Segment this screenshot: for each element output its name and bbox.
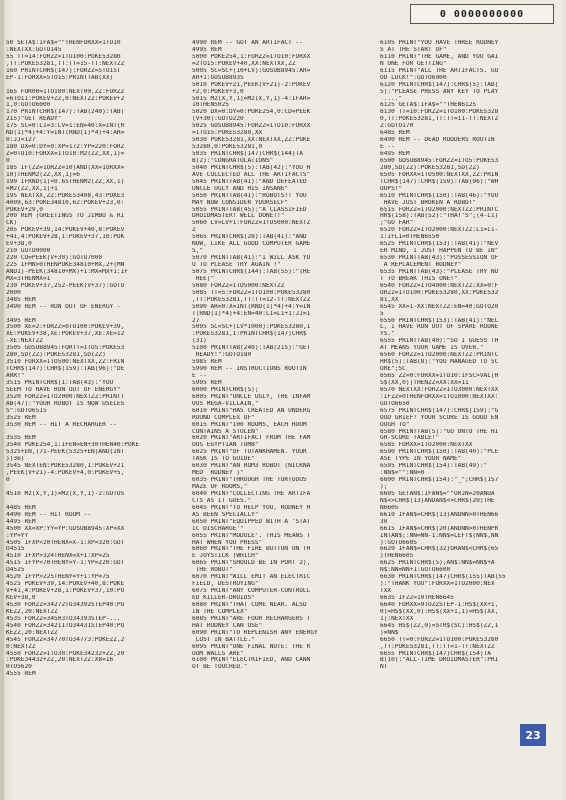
code-line: Z=0TO10:FORXX=1TO10:M2(ZZ,XX,1)= bbox=[6, 151, 125, 157]
code-line: 6505 FORXX=1TO500:NEXTXX,ZZ:PRIN bbox=[380, 171, 499, 178]
code-line: O4515 bbox=[6, 546, 25, 553]
code-line: AR+1:GOSUB8935 bbox=[192, 74, 244, 81]
code-line: 6545 XX=1-XX:NEXTZZ:EN=40:GOTO20 bbox=[380, 303, 499, 310]
code-line: +41,4:POKEV+28,1:POKEV+37,10:POK bbox=[6, 234, 125, 241]
code-line: 10)THENM2(ZZ,XX,1)=6 bbox=[6, 171, 80, 178]
code-line: E JOYSTICK (WHICH" bbox=[192, 553, 259, 560]
code-line: 4495 REM bbox=[6, 518, 36, 525]
code-line: 1:IFL1=0THEN6550 bbox=[380, 234, 440, 241]
code-line: TASK IS TO GUIDE" bbox=[192, 456, 255, 463]
code-line: NT bbox=[380, 664, 388, 671]
code-line: 4535 FORZZ=34503TO34393STEP-... bbox=[6, 615, 121, 622]
code-line: N ONE FOR GETTING" bbox=[380, 60, 447, 67]
line-counter-box bbox=[410, 4, 554, 24]
code-line: 4550 FORZZ=1TO30:POKE34232+ZZ,20 bbox=[6, 650, 125, 657]
code-line: 6130 TT=10:FORZZ=1TO100:POKE5328 bbox=[380, 109, 499, 116]
code-line: T(RND(1)*4)+4:EN=40:L1=L1+1:JJ=1 bbox=[192, 310, 311, 317]
code-line: 6605 GETAN$:IFAN$=""ORJN=20ANDA bbox=[380, 490, 495, 497]
code-line: 280,SD(ZZ):POKE53281,SD(ZZ) bbox=[6, 352, 106, 359]
code-line: S$(XX,0))THENZZ=XX:XX=11 bbox=[380, 379, 469, 386]
code-line: SEEM TO HAVE RUN OUT OF ENERGY" bbox=[6, 386, 121, 393]
code-line: 3515 PRINTCHR$(1:TAB(43):"YOU bbox=[6, 379, 114, 386]
code-line: 4485 REM bbox=[6, 504, 36, 511]
code-line: 4990 REM -- GOT AN ARTIFACT -- bbox=[192, 40, 303, 46]
code-line: 6560 FORZZ=1TO2000:NEXTZZ:PRINTC bbox=[380, 352, 499, 359]
code-line: LOST IN BATTLE." bbox=[192, 636, 255, 643]
code-line: 5030 POKE53281,XX:NEXTXX,ZZ:POKE bbox=[192, 137, 311, 144]
line-counter: 0 0000000000 bbox=[439, 8, 525, 20]
code-line: 6085 PRINT"ARE FOUR RECHARGERS T bbox=[192, 615, 311, 622]
code-line: =M2(ZZ,XX,1)+1 bbox=[6, 185, 58, 192]
code-line: CONTAINS A STOLEN" bbox=[192, 428, 259, 435]
code-line: 3505 GOSUB8945:FORTT=1TO5:POKE53 bbox=[6, 345, 125, 352]
code-line: =6TO11:POKEV+ZZ,0:NEXTZZ:POKEV+2 bbox=[6, 95, 125, 102]
code-line: 5010 POKEV+21,PEEK(V+21)-2:POKEV bbox=[192, 81, 311, 88]
code-line: 6125 GETA$:IFA$=""THEN6125 bbox=[380, 102, 477, 109]
code-line: 5325+EN,(71-PEEK(5325+EN)AND(INT bbox=[6, 449, 125, 456]
code-line: 5020 DX=0:DY=0:POKE254,0:CD=PEEK bbox=[192, 109, 311, 116]
code-line: =2TO15:POKEV+40,XX:NEXTXX,ZZ bbox=[192, 60, 296, 67]
code-line: 6535 PRINTTAB(43):"PLEASE TRY NO bbox=[380, 268, 499, 275]
code-line: 165 FOR00=1TO100:NEXT00,ZZ:FORZZ bbox=[6, 88, 125, 95]
code-line: 4500 XX=XP:YY=YP:GOSUB8945:XP=XX bbox=[6, 525, 125, 532]
code-line: 6585 FORXX=1TO2000:NEXTXX bbox=[380, 442, 473, 449]
code-line: 170 PRINTCHR$(147):TAB(240):TAB( bbox=[6, 109, 125, 116]
code-line: AND1)-PEEK(34810+MX)+1:MX=MX+1:IF bbox=[6, 268, 129, 275]
code-line: 3500 XE=2:FORZZ=0TO100:POKEV+39, bbox=[6, 324, 125, 331]
code-line: 6630 PRINTCHR$(147)CHR$(155)TAB(55 bbox=[380, 574, 506, 581]
code-line: 4505 IFXP<20THENX=X-1:XP=320:GOT bbox=[6, 539, 125, 546]
code-line: :NEXTXX:GOTO145 bbox=[6, 46, 62, 53]
code-line: O4525 bbox=[6, 567, 25, 574]
code-line: 215)"GET READY" bbox=[6, 116, 62, 123]
code-line: ASE TYPE IN YOUR NAME" bbox=[380, 456, 462, 463]
code-line: Z bbox=[192, 227, 196, 234]
code-line: 6550 PRINTCHR$(153):TAB(41):"NEL bbox=[380, 317, 499, 324]
code-line: 4490 REM -- HIT ROOM -- bbox=[6, 511, 92, 518]
code-line: 6540 FORZZ=1TO4000:NEXTZZ:XX=0:F bbox=[380, 282, 499, 289]
code-line: Z:GOTO170 bbox=[380, 123, 414, 130]
code-line: 6045 PRINT"TO HELP YOU, RODNEY H bbox=[192, 504, 311, 511]
code-line: 6050 PRINT"EQUIPPED WITH A 'STAT bbox=[192, 518, 311, 525]
code-line: 6635 IFZZ=10THEN6645 bbox=[380, 595, 454, 601]
code-line: 5090 AR=0:X=INT(RND(1)*4)+4:Y=IN bbox=[192, 303, 311, 310]
code-line: 3495 REM bbox=[6, 317, 36, 324]
code-line: 3520 FORZZ=1TO2000:NEXTZZ:PRINTT bbox=[6, 393, 125, 400]
code-line: N$:NN=NN+1:GOTO6600 bbox=[380, 567, 451, 574]
code-line: ))36) bbox=[6, 456, 25, 463]
code-line: 4540 FORZZ=34211TO34431STEP40:PO bbox=[6, 622, 125, 629]
code-line: ,PEEK(V+21)-4:POKEV+4,0:POKEV+5, bbox=[6, 470, 125, 477]
code-line: N6605 bbox=[380, 504, 399, 511]
code-line: MED RODNEY )" bbox=[192, 470, 244, 477]
code-line: 0)=HS$(XX,0):HS$(XX+1,1)=HS$(XX, bbox=[380, 608, 499, 615]
code-line: HAT RODNEY CAN USE" bbox=[192, 622, 263, 629]
code-line: )THEN6605 bbox=[380, 553, 414, 560]
code-line: OUS MEGA-VILLAIN," bbox=[192, 400, 259, 407]
code-line: 6640 FORXX=9TOZZSTEP-1:HS$(XX+1, bbox=[380, 601, 499, 608]
code-line: POKEV+29,0 bbox=[6, 206, 43, 213]
code-line: 175 SC=0:L1=3:LV=1:EN=40:X=INT(R bbox=[6, 123, 125, 130]
code-line: :POKE53281,1:PRINTCHR$(147)CHR$ bbox=[192, 331, 307, 338]
code-line: OUGH TO" bbox=[380, 421, 410, 428]
page-number: 23 bbox=[520, 724, 546, 746]
code-line: L, I HAVE RUN OUT OF SPARE RODNE bbox=[380, 324, 499, 331]
code-line: 6500 GOSUB8945:FORZZ=1TO5:POKE53 bbox=[380, 157, 499, 164]
code-line: 55 TT=14:FORZZ=1TO100:POKE53280 bbox=[6, 53, 121, 60]
code-line: ...." bbox=[380, 95, 403, 102]
code-line: 4515 IFYP<70THENY=Y-1:YP=220:GOT bbox=[6, 560, 125, 567]
code-line: 6055 PRINT"MODULE'. THIS MEANS T bbox=[192, 532, 311, 539]
code-line: 3535 REM bbox=[6, 435, 36, 442]
code-line: 6645 HS$(ZZ,0)=STR$(SC):HS$(ZZ,1 bbox=[380, 622, 499, 629]
code-line: EV+38,0 bbox=[6, 241, 32, 248]
code-line: 6600 PRINTCHR$(154):"_";CHR$(157 bbox=[380, 477, 499, 484]
code-line: CTS AS IT GOES." bbox=[192, 497, 252, 504]
code-line: 6570 NEXTXX:FORZZ=1TO3000:NEXTXX bbox=[380, 386, 499, 393]
code-line: 5075 PRINTCHR$(144):TAB(55):"(HE bbox=[192, 268, 311, 275]
code-line: ORE";SC bbox=[380, 366, 406, 373]
code-line: 5000 POKE254,1:FORZZ=1TO10:FORXX bbox=[192, 53, 311, 60]
code-line: AT MEANS YOUR GAME IS OVER." bbox=[380, 345, 484, 352]
code-line: FIELD, DESTROYING" bbox=[192, 581, 259, 588]
code-line: 6510 PRINTCHR$(150):TAB(46):"YOU bbox=[380, 192, 499, 199]
code-line: 6060 PRINT"THE FIRE BUTTON ON TH bbox=[192, 546, 311, 553]
code-line: 6115 PRINT"ALL THE ARTIFACTS. GO bbox=[380, 67, 499, 74]
code-line: 225 IFMN>0THENPOKE34810+MX,2+(MN bbox=[6, 262, 125, 268]
code-line: MAY NOW CONSIDER YOURSELF" bbox=[192, 199, 289, 206]
code-line: -XE:NEXTZZ bbox=[6, 338, 43, 345]
code-line: CK) bbox=[6, 220, 18, 227]
code-line: =1TO15:POKE53280,XX bbox=[192, 130, 263, 137]
code-line: 195 NEXTXX,ZZ:POKE53408,43:POKE3 bbox=[6, 192, 125, 199]
code-line: S," bbox=[192, 248, 204, 255]
code-line: 6010 PRINT"HAS CREATED AN UNDERG bbox=[192, 407, 311, 414]
code-line: 6515 FORZZ=1TO2000:NEXTZZ:PRINTC bbox=[380, 206, 499, 213]
code-line bbox=[6, 82, 196, 89]
code-line: OD LUCK!":GOTO6900 bbox=[380, 74, 447, 81]
code-line: EP-1:FORXX=5TO15:PRINTTAB(XX) bbox=[6, 74, 114, 81]
code-line: ,TT:POKE53281,TT:TT=15-TT:NEXTZZ bbox=[6, 60, 125, 67]
code-line: 6015 PRINT"100 ROOMS, EACH ROOM bbox=[192, 421, 307, 428]
code-line: 220 CD=PEEK(V+30):GOTO7000 bbox=[6, 255, 103, 262]
code-line: OOD GRIEF! YOUR SCORE IS GOOD EN bbox=[380, 414, 499, 421]
code-line: 200 REM (GREETINGS TO JIMBO & RI bbox=[6, 213, 125, 220]
code-line: :POKE34432+ZZ,20:NEXTZZ:X8=16 bbox=[6, 657, 114, 664]
code-line: 4995 REM bbox=[192, 46, 222, 53]
code-line: OOM WALLS ARE" bbox=[192, 650, 244, 657]
code-line: TXX bbox=[380, 588, 392, 595]
code-line: HR$(5):TAB(8):"YOU MANAGED TO SC bbox=[380, 359, 499, 366]
code-line: 5060 LV=LV+1:FORZZ=1TO5000:NEXTZ bbox=[192, 220, 311, 227]
code-line: 5050 PRINTTAB(41):"ROBOTS!! YOU bbox=[192, 192, 307, 199]
listing-column-right bbox=[380, 40, 560, 792]
code-line: 6565 ZZ=0:FORXX=1TO10:IFSC>VAL(H bbox=[380, 373, 499, 379]
code-line: 5985 REM bbox=[192, 359, 222, 366]
code-line: 190 IFRND(1)<0.65THENM2(ZZ,XX,1) bbox=[6, 178, 125, 185]
code-line: 6100 PRINT"ELECTRIFIED, AND CANN bbox=[192, 657, 311, 664]
code-line: (V+30):GOTO220 bbox=[192, 116, 244, 123]
code-line: 6120 PRINTCHR$(147):CHR$(5):TAB( bbox=[380, 81, 499, 88]
code-line: 6020 PRINT"ARTIFACT FROM THE FAM bbox=[192, 435, 311, 442]
code-line: :NN$="":NN=0 bbox=[380, 470, 425, 477]
code-line: READY!":GOTO180 bbox=[192, 352, 252, 359]
code-line: 5065 PRINTCHR$(28):TAB(41):"AND bbox=[192, 234, 307, 241]
code-line: 5990 REM -- INSTRUCTIONS ROUTIN bbox=[192, 366, 307, 373]
code-line: AS BEEN SPECIALLY" bbox=[192, 511, 259, 518]
code-line: 0,TT:POKE53281,TT:TT=11-TT:NEXTZ bbox=[380, 116, 499, 123]
code-line: 6040 PRINT"COLLECTING THE ARTIFA bbox=[192, 490, 311, 497]
code-line: 3490 REM -- RUN OUT OF ENERGY - bbox=[6, 303, 121, 310]
code-line: T TO BREAK THIS ONE!" bbox=[380, 275, 458, 282]
code-line: 185 IF(ZZ=1ORZZ=10)AND(XX=1ORXX= bbox=[6, 164, 125, 171]
code-line: 6065 PRINT"SHOULD BE IN PORT 2), bbox=[192, 560, 311, 567]
code-line: XE:POKEV+38,XE:POKEV+37,XE:XE=12 bbox=[6, 331, 125, 338]
code-line: 180 DX=0:DY=0:XP=172:YP=220:FORZ bbox=[6, 144, 125, 151]
code-line: NOW, LIKE ALL GOOD COMPUTER GAME bbox=[192, 241, 311, 248]
code-line: TCHR$(147):CHR$(159):TAB(96):"WH bbox=[380, 178, 499, 185]
code-line: 6530 PRINTTAB(43):"POSSESSION OF bbox=[380, 255, 499, 262]
code-line: 0:JJ=127 bbox=[6, 137, 36, 144]
code-line: :YP=YY bbox=[6, 532, 29, 539]
code-line: 30 bbox=[380, 518, 388, 525]
code-line: 6580 PRINTTAB(5):"GO ONTO THE HI bbox=[380, 428, 499, 435]
code-line: 1):NEXTXX bbox=[380, 615, 414, 622]
code-line: 6495 REM bbox=[380, 151, 410, 157]
code-line: 5080 FORZZ=1TO5000:NEXTZZ bbox=[192, 282, 285, 289]
code-line bbox=[6, 429, 196, 436]
code-line: 6070 PRINT"WILL EMIT AN ELECTRIC bbox=[192, 574, 311, 581]
code-line: 6575 PRINTCHR$(147):CHR$(159):"G bbox=[380, 407, 499, 414]
code-line: OUS EGYPTIAN TOMB" bbox=[192, 442, 259, 449]
code-line: 4009,63:POKE34810,62:POKEV+23,0: bbox=[6, 199, 125, 206]
code-line: 6000 PRINTCHR$(5); bbox=[192, 386, 259, 393]
code-line: AVE COLLECTED ALL THE ARTIFACTS" bbox=[192, 171, 311, 178]
code-line: 4530 FORZZ=34272TO34392STEP40:PO bbox=[6, 601, 125, 608]
code-line: KEZZ,20:NEXTZZ bbox=[6, 629, 58, 636]
code-line: ,TT:POKE53281,TT:TT=1-TT:NEXTZZ bbox=[380, 643, 495, 650]
code-line: 0:NEXTZZ bbox=[6, 643, 36, 650]
code-line: 6095 PRINT"ONE FINAL NOTE: THE R bbox=[192, 643, 311, 650]
code-line: 2000 bbox=[6, 289, 21, 296]
code-line: DROIDMASTER! WELL DONE!!" bbox=[192, 213, 285, 220]
code-line: ):"THANK YOU":FORXX=1TO2000:NEX bbox=[380, 581, 495, 588]
code-line: 5070 PRINTTAB(41):"I WILL ASK YO bbox=[192, 255, 311, 262]
code-line: 5045 PRINTTAB(41):"AND DEFEATED bbox=[192, 178, 307, 185]
code-line: 4510 M2(X,Y,1)=M2(X,Y,1)-2:GOTO5 bbox=[6, 490, 125, 497]
code-line: S":GOTO6515 bbox=[6, 407, 47, 414]
code-line bbox=[6, 311, 196, 318]
code-line: 5035 PRINTCHR$(147)CHR$(144)TA bbox=[192, 151, 303, 157]
code-line: 210 GOTO0000 bbox=[6, 248, 51, 255]
code-line: MX=3THENMX=1 bbox=[6, 275, 51, 282]
code-line: 6105 PRINT"YOU HAVE THREE RODNEY bbox=[380, 40, 499, 46]
code-line: 4555 REM bbox=[6, 671, 36, 678]
code-line bbox=[6, 498, 196, 505]
code-line: 0TO5620 bbox=[6, 664, 32, 671]
code-line: 6595 PRINTCHR$(154):TAB(49):" bbox=[380, 463, 488, 470]
code-line: 4545 FORZZ=34770TO34773:POKEZZ,2 bbox=[6, 636, 125, 643]
code-line: IC DISCHARGE'" bbox=[192, 525, 244, 532]
code-line: 5055 PRINTTAB(45):"A CLASSIFIED bbox=[192, 206, 307, 213]
code-line: ;"GO FAR" bbox=[380, 220, 414, 227]
code-line: ER MIND, I JUST HAPPEN TO BE IN" bbox=[380, 248, 499, 255]
page-spine bbox=[0, 0, 4, 800]
code-line: OOPS!" bbox=[380, 185, 403, 192]
code-line: E -- bbox=[380, 144, 395, 151]
code-line: 6590 PRINTCHR$(150):TAB(40):"PLE bbox=[380, 449, 499, 456]
code-line: ,TT:POKE53281,TT:TT=12-TT:NEXTZZ bbox=[192, 296, 311, 303]
code-line: 5 bbox=[380, 310, 384, 317]
code-line: 6555 PRINTTAB(40):"SO I GUESS TH bbox=[380, 338, 499, 345]
code-line: N$<>CHR$(13)ANDAN$<>CHR$(20)THE bbox=[380, 497, 495, 504]
code-line: UNCLE UGLY AND HIS INSANE" bbox=[192, 185, 289, 192]
code-line: 53280,0:POKE53281,0 bbox=[192, 144, 263, 151]
code-line: 6520 FORZZ=1TO2000:NEXTZZ:L1=L1- bbox=[380, 227, 499, 234]
code-line: A REPLACEMENT RODNEY" bbox=[380, 262, 462, 268]
code-line: 6080 PRINT"THAT COME NEAR. ALSO bbox=[192, 601, 307, 608]
code-line: 6075 PRINT"ANY COMPUTER-CONTROLL bbox=[192, 588, 311, 595]
code-line: 27 bbox=[192, 317, 200, 324]
code-line: 6025 PRINT"OF TUTANKHAMEN. YOUR bbox=[192, 449, 307, 456]
code-line: 6110 PRINT"THE GAME, AND YOU GAI bbox=[380, 53, 499, 60]
code-line: 6655 PRINTCHR$(147)CHR$(154)TA bbox=[380, 650, 491, 657]
code-line: 3510 FORXX=1TO500:NEXTXX,ZZ:FRIN bbox=[6, 359, 125, 366]
code-line: 5005 SC=SC+(10+LV):GOSUB8945:AR= bbox=[192, 67, 311, 74]
code-line: B(2):"CONGRATULATIONS" bbox=[192, 157, 274, 164]
code-line: KEV+38,0 bbox=[6, 595, 36, 601]
code-line: 6610 IFAN$=CHR$(13)ANDNN>0THEN66 bbox=[380, 511, 499, 518]
code-line: TCHR$(147):CHR$(159):TAB(96):"DE bbox=[6, 366, 125, 373]
code-line: HEE)" bbox=[192, 275, 215, 282]
code-line: E -- bbox=[192, 373, 207, 379]
code-line: ORZZ=1TO100:POKE53280,XX:POKE532 bbox=[380, 289, 499, 296]
code-line: 4525 POKEV+39,14:POKEV+40,8:POKE bbox=[6, 581, 125, 588]
code-line: )=NN$ bbox=[380, 629, 399, 636]
code-line bbox=[6, 484, 196, 491]
code-line: 160 PRINTCHR$(147):FORZZ=5TO15T bbox=[6, 67, 121, 74]
code-line: 6615 IFAN$=CHR$(20)ANDNN>0THENPR bbox=[380, 525, 499, 532]
code-line: MAZE OF ROOMS," bbox=[192, 484, 248, 490]
code-line: 6090 PRINT"TO REPLENISH ANY ENERGY bbox=[192, 629, 318, 636]
code-line: ROUND COMPLEX OF" bbox=[192, 414, 255, 421]
code-line: 5095 SC=SC+(LV*1000):POKE53280,1 bbox=[192, 324, 311, 331]
code-line: 3540 POKE254,1:IFEN=EN+30THEN40:POKE bbox=[6, 442, 140, 449]
code-line: S AT THE START OF" bbox=[380, 46, 447, 53]
code-line: (31) bbox=[192, 338, 207, 345]
code-line: 5995 REM bbox=[192, 379, 222, 386]
code-line: YS." bbox=[380, 331, 395, 338]
listing-column-left bbox=[6, 40, 196, 792]
code-line: 3525 REM bbox=[6, 414, 36, 421]
code-line: 10THEN5025 bbox=[192, 102, 229, 109]
code-line: 1,0:GOTO6000 bbox=[6, 102, 51, 109]
code-line: :IFZZ=0THENFORXX=1TO1000:NEXTXX: bbox=[380, 393, 499, 400]
code-line: 6030 PRINT"AN ROM3 ROBOT (NICKNA bbox=[192, 463, 311, 470]
code-line: 6620 IFAN$=CHR$(32)ORAN$<CHR$(65 bbox=[380, 546, 499, 553]
code-line: 5040 PRINTCHR$(5):TAB(42):"YOU H bbox=[192, 164, 311, 171]
code-line: 4510 IFXP>324THENX=X+1:XP=25 bbox=[6, 553, 110, 560]
code-line: 5025 GOSUB8945:FORZZ=1TO10:FORXX bbox=[192, 123, 311, 130]
code-line: U TO PLEASE TRY AGAIN !" bbox=[192, 262, 281, 268]
code-line: B(10):"ALL-TIME DROIDMASTER":PRI bbox=[380, 657, 499, 664]
code-line: 6005 PRINT"UNCLE UGLY, THE INFAM bbox=[192, 393, 311, 400]
code-line: AB(47):"YOUR ROBOT IS NOW USELES bbox=[6, 400, 125, 407]
code-line: 5100 PRINTTAB(240):TAB(215):"GET bbox=[192, 345, 311, 352]
code-line: 6035 PRINT"THROUGH THE TORTUOUS bbox=[192, 477, 307, 484]
code-line: ED KILLER-DROIDS" bbox=[192, 595, 255, 601]
code-line: OT BE TOUCHED." bbox=[192, 664, 248, 671]
code-line: 6490 REM -- DEAD RODDERS ROUTIN bbox=[380, 137, 495, 144]
code-line: ):GOTO6605 bbox=[380, 539, 417, 546]
code-line: 3530 REM -- HIT A RECHARGER -- bbox=[6, 421, 117, 428]
code-line: ); bbox=[380, 484, 388, 490]
code-line: 3485 REM bbox=[6, 296, 36, 303]
code-line: INTAN$;:NN=NN-1:NN$=LEFT$(NN$,NN bbox=[380, 532, 499, 539]
code-line: THE ROBOT" bbox=[192, 567, 233, 574]
code-line: GH-SCORE TABLE!" bbox=[380, 435, 440, 442]
code-line: 3545 NEXTEN:POKE53280,1:POKEV+21 bbox=[6, 463, 125, 470]
code-line: 5085 TT=5:FORZZ=1TO100:POKE53280 bbox=[192, 289, 311, 296]
code-line: 6525 PRINTCHR$(153):TAB(41):"NEV bbox=[380, 241, 499, 248]
code-line: HAVE JUST BROKEN A ROBOT" bbox=[380, 199, 477, 206]
code-line: GOTO6650 bbox=[380, 400, 410, 407]
code-line: 0 bbox=[6, 157, 10, 164]
code-line: V+41,4:POKEV+28,1:POKEV+37,10:PO bbox=[6, 588, 125, 595]
code-line: 205 POKEV+39,14:POKEV+40,8:POKEV bbox=[6, 227, 125, 234]
code-line: KEZZ,20:NEXTZZ bbox=[6, 608, 58, 615]
code-line: ND(1)*4)+4:Y=INT(RND(1)*4)+4:AR= bbox=[6, 130, 125, 137]
code-line: 230 POKEV+37,252-PEEK(V+37):GOTO bbox=[6, 282, 125, 289]
code-line: 5015 M2(X,Y,1)=M2(X,Y,1)-4:IFAR= bbox=[192, 95, 311, 102]
code-line: 50 SETA$:IFA$=""THENFORXX=1TO10 bbox=[6, 40, 121, 46]
code-line: IN THE COMPLEX" bbox=[192, 608, 248, 615]
code-line: 6485 REM bbox=[380, 130, 410, 137]
code-line: HR$(158):TAB(52):"THAT'S";(4-L1) bbox=[380, 213, 499, 220]
code-line: 0 bbox=[6, 477, 10, 484]
code-line: 6625 PRINTCHR$(5);AN$:NN$=NN$+A bbox=[380, 560, 495, 567]
code-line: 6650 TT=0:FORZZ=1TO100:POKE53280 bbox=[380, 636, 499, 643]
listing-column-middle bbox=[192, 40, 379, 792]
code-line: ARR!" bbox=[6, 373, 25, 379]
code-line: HAT WHEN YOU PRESS" bbox=[192, 539, 263, 546]
code-line: 81,XX bbox=[380, 296, 399, 303]
code-line: 280,SD(ZZ):POKE53281,SD(ZZ) bbox=[380, 164, 480, 171]
code-line: 4520 IFYP>225THENY=Y+1:YP=75 bbox=[6, 574, 110, 581]
code-line: +2,0:POKEV+3,0 bbox=[192, 88, 244, 95]
code-line: 5):"PLEASE PRESS ANY KEY TO PLAY bbox=[380, 88, 499, 95]
